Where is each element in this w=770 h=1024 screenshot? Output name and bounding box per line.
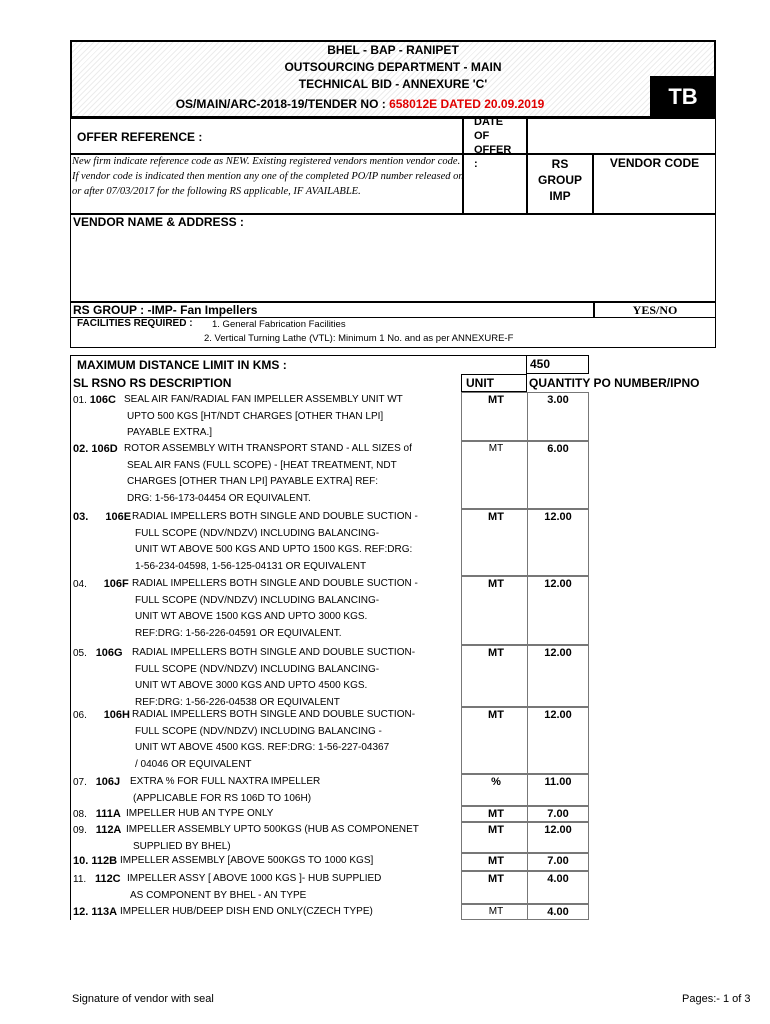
- row-po-number-input[interactable]: [590, 904, 716, 920]
- table-row: [0, 645, 770, 707]
- row-description-line: RADIAL IMPELLERS BOTH SINGLE AND DOUBLE SUCTION-: [132, 647, 416, 658]
- row-rsno: 106E: [105, 511, 132, 523]
- row-quantity: 12.00: [544, 647, 572, 659]
- row-quantity: 6.00: [547, 443, 569, 455]
- row-description-line: EXTRA % FOR FULL NAXTRA IMPELLER: [130, 776, 321, 787]
- row-description-line: DRG: 1-56-173-04454 OR EQUIVALENT.: [127, 492, 311, 504]
- row-description-line: CHARGES [OTHER THAN LPI] PAYABLE EXTRA] REF:: [127, 476, 378, 487]
- row-quantity: 12.00: [544, 824, 572, 836]
- row-rsno: 112B: [91, 855, 118, 867]
- date-of-offer-box: [463, 116, 527, 170]
- vendor-code-label: VENDOR CODE: [609, 156, 700, 170]
- row-description-line: AS COMPONENT BY BHEL - AN TYPE: [130, 889, 307, 901]
- row-quantity: 12.00: [544, 709, 572, 721]
- page-count: Pages:- 1 of 3: [682, 993, 751, 1005]
- row-description-line: IMPELLER HUB AN TYPE ONLY: [126, 808, 274, 819]
- blank-cell: [463, 154, 527, 214]
- row-unit: %: [491, 776, 501, 788]
- row-description-line: FULL SCOPE (NDV/NDZV) INCLUDING BALANCING -: [135, 725, 382, 737]
- row-unit: MT: [488, 709, 504, 721]
- row-po-number-input[interactable]: [590, 645, 716, 707]
- row-description-line: SEAL AIR FANS (FULL SCOPE) - [HEAT TREATMENT, NDT: [127, 459, 397, 471]
- row-rsno: 106G: [95, 647, 123, 659]
- yes-no-cell[interactable]: [594, 302, 716, 318]
- row-description-line: FULL SCOPE (NDV/NDZV) INCLUDING BALANCING-: [135, 594, 380, 606]
- row-description-line: (APPLICABLE FOR RS 106D TO 106H): [133, 792, 312, 804]
- row-po-number-input[interactable]: [590, 707, 716, 774]
- rs-group-cell: [527, 154, 593, 214]
- col-unit: UNIT: [461, 374, 527, 392]
- table-row: [0, 707, 770, 774]
- tb-badge: TB: [650, 76, 716, 118]
- row-rsno: 106J: [95, 776, 121, 788]
- offer-note: New firm indicate reference code as NEW. Existing registered vendors mention vendor code. If vendor code is indicated then mention any one of the completed PO/IP number released on or after 07/03/2017 for the following RS applicable, IF AVAILABLE.: [72, 156, 464, 197]
- row-description-line: RADIAL IMPELLERS BOTH SINGLE AND DOUBLE SUCTION -: [132, 511, 418, 522]
- row-po-number-input[interactable]: [590, 806, 716, 822]
- row-sl: 02.: [73, 443, 92, 455]
- row-rsno: 112A: [95, 824, 122, 836]
- rs-group-line-3: IMP: [549, 189, 571, 203]
- row-description-line: SUPPLIED BY BHEL): [133, 840, 231, 852]
- vendor-name-address-label: VENDOR NAME & ADDRESS :: [73, 215, 244, 229]
- row-description-line: REF:DRG: 1-56-226-04538 OR EQUIVALENT: [135, 696, 340, 708]
- row-po-number-input[interactable]: [590, 853, 716, 871]
- row-description-line: UNIT WT ABOVE 3000 KGS AND UPTO 4500 KGS.: [135, 680, 368, 691]
- row-sl-rsno: [73, 822, 121, 840]
- row-sl-rsno: [73, 853, 117, 871]
- row-quantity: 4.00: [547, 873, 569, 885]
- row-quantity: 7.00: [547, 855, 569, 867]
- row-rsno: 106D: [91, 443, 118, 455]
- row-unit: MT: [488, 647, 504, 659]
- rs-group-line-2: GROUP: [537, 173, 582, 187]
- row-quantity: 4.00: [547, 906, 569, 918]
- row-unit: MT: [488, 578, 504, 590]
- row-sl-rsno: [73, 441, 118, 459]
- table-row: [0, 904, 770, 920]
- vendor-code-cell[interactable]: [593, 154, 716, 214]
- tender-prefix: OS/MAIN/ARC-2018-19/TENDER NO :: [175, 97, 390, 111]
- row-quantity: 12.00: [544, 578, 572, 590]
- table-row: [0, 509, 770, 576]
- row-sl: 07.: [73, 777, 90, 788]
- table-row: [0, 576, 770, 645]
- row-unit: MT: [488, 873, 504, 885]
- facilities-box: [70, 318, 716, 348]
- row-rsno: 106H: [103, 709, 130, 721]
- row-unit: MT: [488, 855, 504, 867]
- row-sl-rsno: [73, 707, 130, 725]
- row-rsno: 113A: [91, 906, 118, 918]
- max-distance-label: MAXIMUM DISTANCE LIMIT IN KMS :: [77, 358, 287, 372]
- row-po-number-input[interactable]: [590, 871, 716, 904]
- row-unit: MT: [488, 824, 504, 836]
- row-description-line: IMPELLER HUB/DEEP DISH END ONLY(CZECH TYPE): [120, 906, 373, 917]
- row-sl: 11.: [73, 874, 89, 885]
- facilities-label: FACILITIES REQUIRED :: [77, 318, 193, 329]
- row-sl-rsno: [73, 904, 117, 922]
- table-row: [0, 392, 770, 441]
- row-rsno: 106F: [103, 578, 129, 590]
- row-description-line: UNIT WT ABOVE 1500 KGS AND UPTO 3000 KGS.: [135, 611, 368, 622]
- row-sl: 03.: [73, 511, 92, 523]
- table-row: [0, 853, 770, 871]
- col-sl-rsno-desc: SL RSNO RS DESCRIPTION: [73, 376, 232, 390]
- row-unit: MT: [488, 808, 504, 820]
- facility-1: 1. General Fabrication Facilities: [212, 319, 346, 330]
- row-sl: 08.: [73, 809, 90, 820]
- row-quantity: 11.00: [544, 776, 572, 788]
- row-po-number-input[interactable]: [590, 509, 716, 576]
- row-description-line: UPTO 500 KGS [HT/NDT CHARGES [OTHER THAN LPI]: [127, 410, 384, 422]
- row-description-line: 1-56-234-04598, 1-56-125-04131 OR EQUIVALENT: [135, 560, 367, 572]
- row-description-line: RADIAL IMPELLERS BOTH SINGLE AND DOUBLE SUCTION -: [132, 578, 418, 589]
- row-sl: 04.: [73, 579, 90, 590]
- row-description-line: PAYABLE EXTRA.]: [127, 427, 213, 438]
- row-sl: 10.: [73, 855, 92, 867]
- row-sl-rsno: [73, 576, 129, 594]
- row-description-line: IMPELLER ASSY [ ABOVE 1000 KGS ]- HUB SUPPLIED: [127, 873, 382, 884]
- offer-reference-label: OFFER REFERENCE :: [77, 130, 203, 144]
- row-description-line: / 04046 OR EQUIVALENT: [135, 758, 252, 770]
- row-unit: MT: [488, 443, 504, 454]
- row-sl: 12.: [73, 906, 92, 918]
- date-of-offer-value[interactable]: [527, 118, 716, 154]
- row-unit: MT: [488, 906, 504, 917]
- yes-no-label: YES/NO: [632, 303, 678, 317]
- row-sl: 06.: [73, 710, 90, 721]
- row-description-line: FULL SCOPE (NDV/NDZV) INCLUDING BALANCING-: [135, 663, 380, 675]
- header-line-2: OUTSOURCING DEPARTMENT - MAIN: [284, 60, 502, 74]
- row-sl-rsno: [73, 806, 121, 824]
- row-unit: MT: [488, 511, 504, 523]
- row-sl-rsno: [73, 509, 131, 527]
- signature-label: Signature of vendor with seal: [72, 993, 214, 1005]
- row-quantity: 7.00: [547, 808, 569, 820]
- row-quantity: 3.00: [547, 394, 569, 406]
- row-rsno: 112C: [94, 873, 121, 885]
- row-po-number-input[interactable]: [590, 822, 716, 853]
- tender-line: [70, 97, 650, 111]
- date-of-offer-label: DATE OF OFFER :: [474, 116, 512, 170]
- row-description-line: ROTOR ASSEMBLY WITH TRANSPORT STAND - ALL SIZES of: [124, 443, 412, 454]
- row-rsno: 111A: [95, 808, 121, 820]
- row-description-line: RADIAL IMPELLERS BOTH SINGLE AND DOUBLE SUCTION-: [132, 709, 416, 720]
- row-po-number-input[interactable]: [590, 441, 716, 509]
- col-qty-po: QUANTITY PO NUMBER/IPNO: [529, 376, 700, 390]
- row-po-number-input[interactable]: [590, 774, 716, 806]
- row-sl-rsno: [73, 645, 123, 663]
- row-po-number-input[interactable]: [590, 392, 716, 441]
- row-description-line: REF:DRG: 1-56-226-04591 OR EQUIVALENT.: [135, 627, 342, 639]
- facility-2: 2. Vertical Turning Lathe (VTL): Minimum 1 No. and as per ANNEXURE-F: [204, 333, 514, 344]
- row-quantity: 12.00: [544, 511, 572, 523]
- header-line-3: TECHNICAL BID - ANNEXURE 'C': [298, 77, 488, 91]
- row-rsno: 106C: [89, 394, 116, 406]
- row-description-line: IMPELLER ASSEMBLY [ABOVE 500KGS TO 1000 KGS]: [120, 855, 374, 866]
- row-unit: MT: [488, 394, 504, 406]
- row-sl: 05.: [73, 648, 90, 659]
- row-description-line: SEAL AIR FAN/RADIAL FAN IMPELLER ASSEMBLY UNIT WT: [124, 394, 403, 405]
- row-sl-rsno: [73, 774, 120, 792]
- table-row: [0, 441, 770, 509]
- table-row: [0, 822, 770, 853]
- row-sl: 09.: [73, 825, 90, 836]
- tender-number: 658012E DATED 20.09.2019: [389, 97, 545, 111]
- rs-group-line-1: RS: [551, 157, 569, 171]
- header-line-1: BHEL - BAP - RANIPET: [327, 43, 459, 57]
- row-sl-rsno: [73, 392, 116, 410]
- table-row: [0, 806, 770, 822]
- row-po-number-input[interactable]: [590, 576, 716, 645]
- row-description-line: IMPELLER ASSEMBLY UPTO 500KGS (HUB AS COMPONENET: [126, 824, 419, 835]
- rs-group-title: RS GROUP : -IMP- Fan Impellers: [73, 303, 258, 317]
- row-sl: 01.: [73, 395, 90, 406]
- max-distance-value: 450: [526, 355, 589, 374]
- table-row: [0, 871, 770, 904]
- row-sl-rsno: [73, 871, 121, 889]
- row-description-line: UNIT WT ABOVE 4500 KGS. REF:DRG: 1-56-227-04367: [135, 742, 390, 753]
- table-row: [0, 774, 770, 806]
- row-description-line: FULL SCOPE (NDV/NDZV) INCLUDING BALANCING-: [135, 527, 380, 539]
- row-description-line: UNIT WT ABOVE 500 KGS AND UPTO 1500 KGS. REF:DRG:: [135, 544, 413, 555]
